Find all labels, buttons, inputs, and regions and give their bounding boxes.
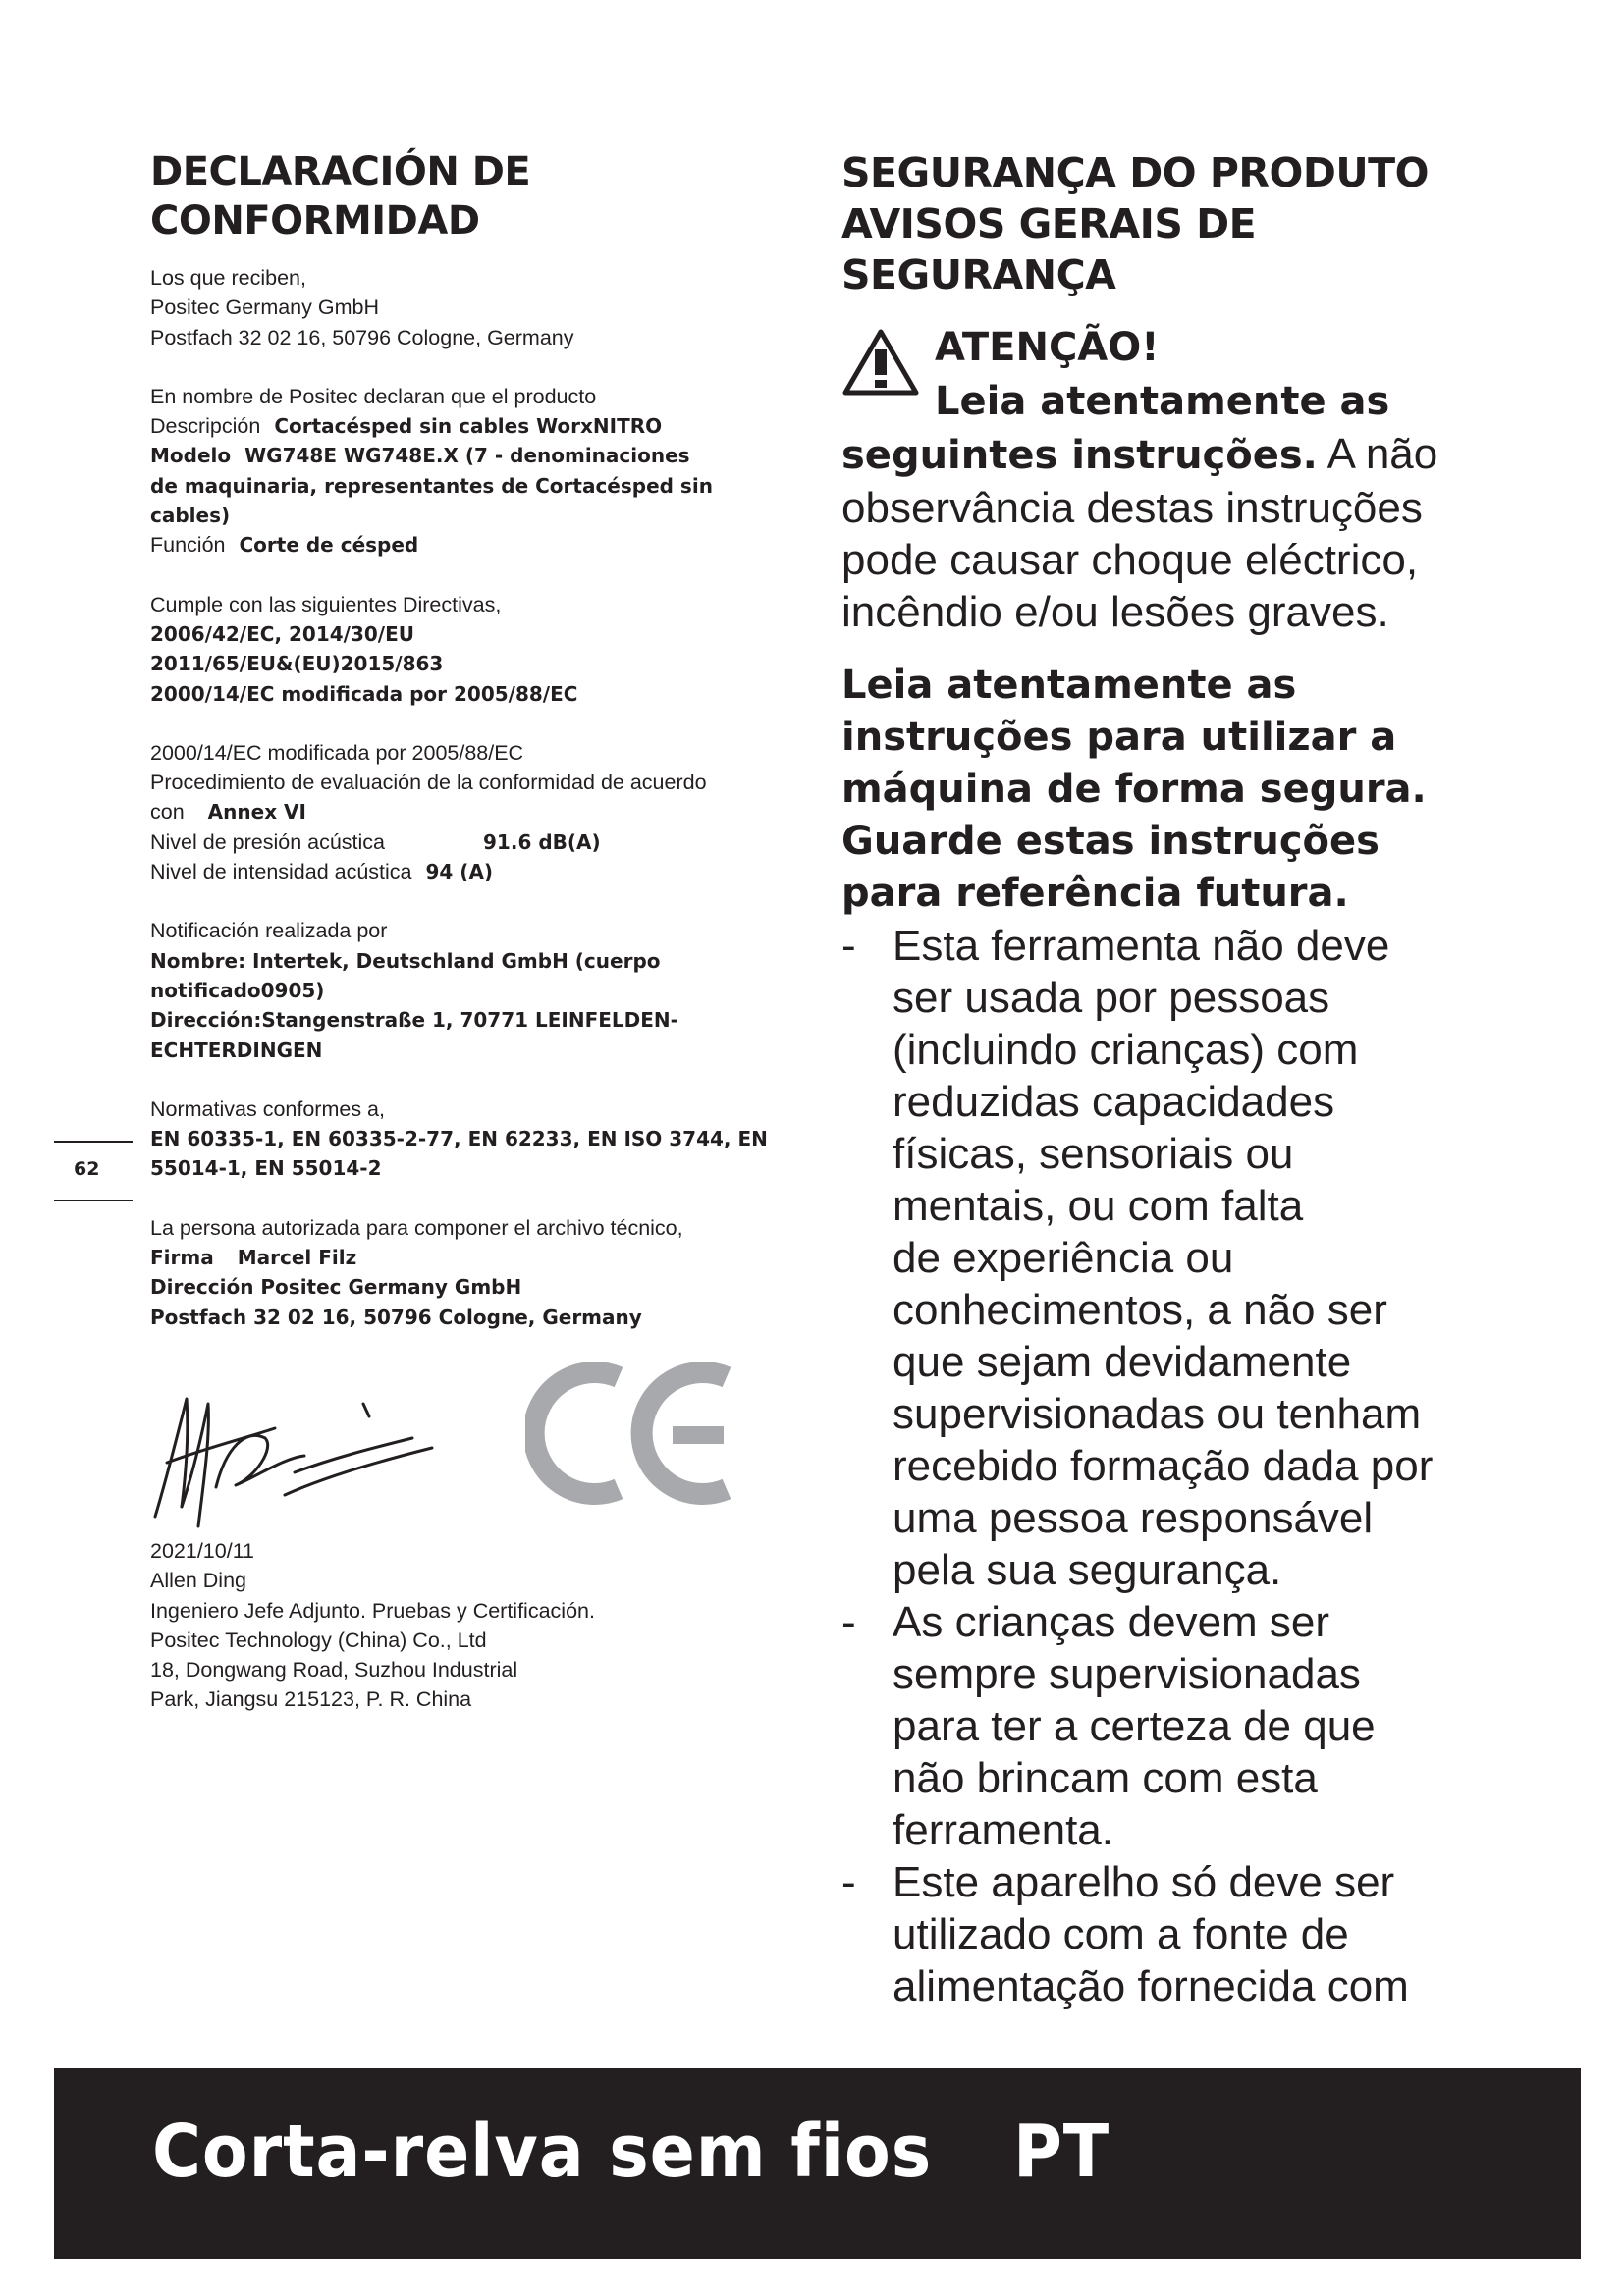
product-intro: En nombre de Positec declaran que el producto — [150, 384, 597, 408]
ce-mark-icon — [525, 1360, 741, 1507]
page-number: 62 — [74, 1158, 100, 1180]
footer-title — [152, 2109, 1110, 2194]
firma-value: Marcel Filz — [237, 1246, 357, 1270]
description-line — [150, 411, 818, 441]
footer-language-code: PT — [1012, 2109, 1110, 2194]
model-line — [150, 441, 818, 470]
annex-line — [150, 797, 818, 827]
bullet-line: sempre supervisionadas — [893, 1650, 1361, 1698]
signer-line: Park, Jiangsu 215123, P. R. China — [150, 1687, 472, 1712]
instruction-line: para referência futura. — [841, 871, 1349, 916]
description-value: Cortacésped sin cables WorxNITRO — [274, 414, 663, 439]
warning-line: incêndio e/ou lesões graves. — [841, 588, 1389, 636]
bullet-line: físicas, sensoriais ou — [893, 1130, 1294, 1178]
bullet-line: recebido formação dada por — [893, 1442, 1434, 1490]
bullet-line: conhecimentos, a não ser — [893, 1286, 1387, 1334]
intensity-line — [150, 857, 818, 886]
signer-line: 2021/10/11 — [150, 1539, 255, 1563]
directive-line: 2006/42/EC, 2014/30/EU — [150, 621, 415, 646]
signer-line: Allen Ding — [150, 1569, 246, 1593]
bullet-item — [841, 1856, 1489, 2012]
title-line: SEGURANÇA — [841, 251, 1116, 298]
annex-label: con — [150, 800, 185, 825]
standards-block — [150, 1095, 818, 1184]
notified-name: notificado0905) — [150, 978, 325, 1002]
intensity-label: Nivel de intensidad acústica — [150, 860, 412, 884]
authorized-address: Postfach 32 02 16, 50796 Cologne, Germany — [150, 1305, 642, 1329]
footer-product-name: Corta-relva sem fios — [152, 2109, 933, 2194]
authorized-intro: La persona autorizada para componer el archivo técnico, — [150, 1215, 683, 1240]
bullet-line: não brincam com esta — [893, 1754, 1318, 1802]
firma-label: Firma — [150, 1246, 214, 1270]
function-line — [150, 530, 818, 560]
model-value: WG748E WG748E.X (7 - denominaciones — [244, 444, 690, 468]
bullet-item — [841, 920, 1489, 1596]
directives-intro: Cumple con las siguientes Directivas, — [150, 592, 502, 616]
title-line: SEGURANÇA DO PRODUTO — [841, 149, 1429, 196]
title-line: AVISOS GERAIS DE — [841, 200, 1257, 247]
page-number-marker — [54, 1141, 133, 1201]
notified-address: ECHTERDINGEN — [150, 1038, 323, 1062]
pressure-label: Nivel de presión acústica — [150, 829, 386, 854]
model-value-cont: de maquinaria, representantes de Cortacésped sin — [150, 473, 713, 498]
title-line: CONFORMIDAD — [150, 198, 480, 243]
bullet-line: alimentação fornecida com — [893, 1962, 1409, 2010]
directive-line: 2011/65/EU&(EU)2015/863 — [150, 652, 444, 676]
signer-line: 18, Dongwang Road, Suzhou Industrial — [150, 1658, 518, 1682]
bullet-line: As crianças devem ser — [893, 1598, 1330, 1646]
product-block — [150, 382, 818, 561]
bullet-line: supervisionadas ou tenham — [893, 1390, 1422, 1438]
standards-line: 55014-1, EN 55014-2 — [150, 1156, 382, 1181]
instructions-heading — [841, 660, 1489, 920]
recipient-line: Positec Germany GmbH — [150, 295, 379, 320]
model-label: Modelo — [150, 444, 232, 468]
safety-column — [841, 147, 1489, 2012]
bullet-line: que sejam devidamente — [893, 1338, 1352, 1386]
notified-block — [150, 916, 818, 1064]
warning-line: observância destas instruções — [841, 484, 1423, 532]
function-value: Corte de césped — [239, 533, 419, 558]
noise-line: 2000/14/EC modificada por 2005/88/EC — [150, 740, 524, 765]
model-value-cont: cables) — [150, 504, 231, 528]
pressure-value: 91.6 dB(A) — [483, 829, 601, 854]
warning-text — [841, 374, 1489, 638]
instruction-line: instruções para utilizar a — [841, 715, 1397, 760]
warning-bold: Leia atentamente as — [935, 379, 1390, 424]
bullet-line: uma pessoa responsável — [893, 1494, 1374, 1542]
signer-block — [150, 1536, 818, 1715]
title-line: DECLARACIÓN DE — [150, 149, 531, 194]
signature-image — [147, 1369, 481, 1536]
notified-name: Nombre: Intertek, Deutschland GmbH (cuerpo — [150, 948, 661, 973]
notified-intro: Notificación realizada por — [150, 919, 388, 943]
bullet-dash: - — [841, 1598, 856, 1646]
signer-line: Ingeniero Jefe Adjunto. Pruebas y Certificación. — [150, 1598, 595, 1623]
annex-value: Annex VI — [207, 800, 306, 825]
noise-block — [150, 738, 818, 886]
authorized-address: Dirección Positec Germany GmbH — [150, 1275, 522, 1300]
notified-address: Dirección:Stangenstraße 1, 70771 LEINFELDEN- — [150, 1008, 678, 1033]
recipient-line: Postfach 32 02 16, 50796 Cologne, Germany — [150, 325, 574, 349]
declaration-title — [150, 147, 818, 245]
intensity-value: 94 (A) — [425, 860, 494, 884]
warning-line: A não — [1317, 430, 1438, 478]
page-rule-bottom — [54, 1200, 133, 1201]
bullet-line: reduzidas capacidades — [893, 1078, 1335, 1126]
bullet-line: de experiência ou — [893, 1234, 1234, 1282]
standards-line: EN 60335-1, EN 60335-2-77, EN 62233, EN ISO 3744, EN — [150, 1127, 768, 1151]
directive-line: 2000/14/EC modificada por 2005/88/EC — [150, 681, 578, 706]
directives-block — [150, 590, 818, 709]
bullet-line: mentais, ou com falta — [893, 1182, 1304, 1230]
firma-line — [150, 1243, 818, 1272]
recipient-line: Los que reciben, — [150, 266, 306, 290]
bullet-dash: - — [841, 1858, 856, 1906]
bullet-line: ferramenta. — [893, 1806, 1113, 1854]
instruction-line: Leia atentamente as — [841, 663, 1297, 708]
bullet-line: Esta ferramenta não deve — [893, 922, 1390, 970]
warning-triangle-icon — [841, 328, 920, 397]
bullet-line: para ter a certeza de que — [893, 1702, 1376, 1750]
description-label: Descripción — [150, 414, 261, 439]
pressure-line — [150, 828, 818, 857]
bullet-line: ser usada por pessoas — [893, 974, 1330, 1022]
warning-header — [841, 322, 1489, 374]
bullet-item — [841, 1596, 1489, 1856]
authorized-block — [150, 1213, 818, 1332]
recipient-block — [150, 263, 818, 352]
bullet-dash: - — [841, 922, 856, 970]
page-rule-top — [54, 1141, 133, 1143]
standards-intro: Normativas conformes a, — [150, 1096, 385, 1121]
warning-bold: seguintes instruções. — [841, 433, 1318, 478]
signer-line: Positec Technology (China) Co., Ltd — [150, 1628, 487, 1652]
footer-band — [54, 2068, 1581, 2259]
declaration-column — [150, 147, 818, 1362]
bullet-line: (incluindo crianças) com — [893, 1026, 1359, 1074]
function-label: Función — [150, 533, 226, 558]
bullet-line: Este aparelho só deve ser — [893, 1858, 1395, 1906]
bullet-line: utilizado com a fonte de — [893, 1910, 1349, 1958]
bullet-line: pela sua segurança. — [893, 1546, 1282, 1594]
noise-line: Procedimiento de evaluación de la conformidad de acuerdo — [150, 771, 707, 795]
warning-label: ATENÇÃO! — [935, 325, 1160, 370]
safety-title — [841, 147, 1489, 300]
warning-line: pode causar choque eléctrico, — [841, 536, 1419, 584]
instruction-line: máquina de forma segura. — [841, 767, 1427, 812]
instruction-line: Guarde estas instruções — [841, 819, 1380, 864]
